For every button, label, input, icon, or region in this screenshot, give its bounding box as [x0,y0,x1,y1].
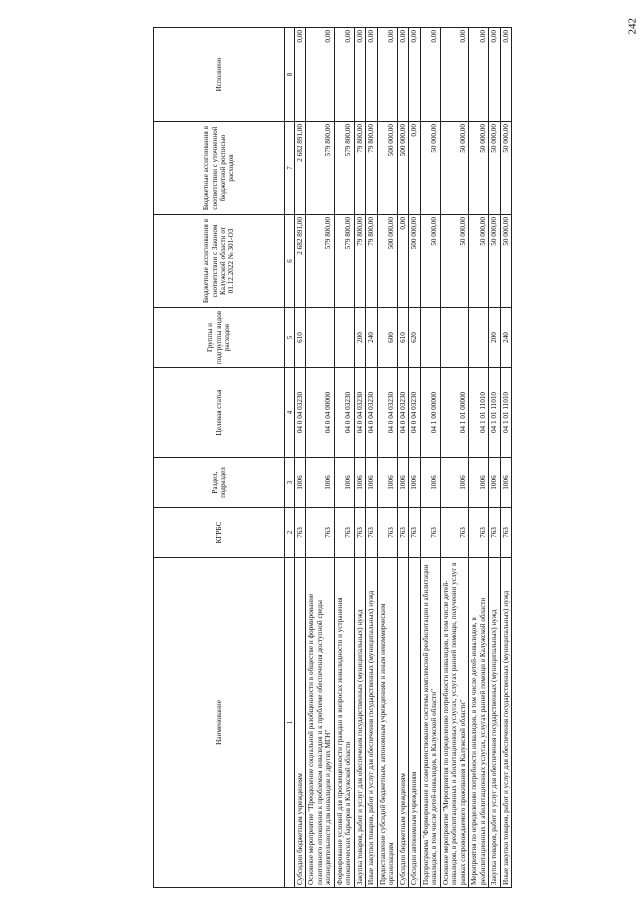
cell-kgrbs: 763 [440,508,468,558]
cell-expense-group [440,308,468,368]
cell-target-article: 04 0 04 03230 [409,368,420,458]
cell-expense-group: 240 [366,308,377,368]
cell-budget-law: 0,00 [397,215,408,308]
cell-name: Закупка товаров, работ и услуг для обеспечения государственных (муниципальных) нужд [354,558,365,888]
cell-name: Иные закупки товаров, работ и услуг для обеспечения государственных (муниципальных) нужд [366,558,377,888]
cell-target-article: 04 1 01 11010 [489,368,500,458]
cell-expense-group: 610 [397,308,408,368]
cell-target-article: 04 1 00 00000 [420,368,440,458]
header-executed: Исполнено [154,28,285,122]
cell-razdel: 1006 [500,458,511,508]
cell-kgrbs: 763 [420,508,440,558]
cell-kgrbs: 763 [306,508,334,558]
cell-expense-group: 610 [295,308,306,368]
cell-budget-law: 50 000,00 [489,215,500,308]
cell-expense-group: 620 [409,308,420,368]
table-row [440,28,468,888]
cell-budget-schedule: 79 800,00 [366,122,377,215]
cell-kgrbs: 763 [409,508,420,558]
cell-budget-schedule: 50 000,00 [489,122,500,215]
cell-budget-schedule: 500 000,00 [377,122,397,215]
cell-razdel: 1006 [377,458,397,508]
header-row [154,28,285,888]
cell-budget-law: 79 800,00 [366,215,377,308]
cell-executed: 0,00 [366,28,377,122]
cell-budget-law: 50 000,00 [440,215,468,308]
header-name: Наименование [154,558,285,888]
cell-name: Формирование условий для просвещенности граждан в вопросах инвалидности и устранения отношенческих барьеров в Калужской области [334,558,354,888]
cell-budget-schedule: 2 682 891,00 [295,122,306,215]
cell-expense-group: 200 [489,308,500,368]
header-kgrbs: КГРБС [154,508,285,558]
rotated-table-container [153,28,621,888]
cell-executed: 0,00 [306,28,334,122]
cell-expense-group [306,308,334,368]
cell-kgrbs: 763 [469,508,489,558]
cell-executed: 0,00 [397,28,408,122]
cell-kgrbs: 763 [377,508,397,558]
cell-target-article: 04 0 04 00000 [306,368,334,458]
header-razdel: Раздел, подраздел [154,458,285,508]
cell-razdel: 1006 [409,458,420,508]
column-number: 6 [285,215,295,308]
cell-budget-law: 500 000,00 [377,215,397,308]
cell-expense-group: 200 [354,308,365,368]
cell-executed: 0,00 [469,28,489,122]
cell-kgrbs: 763 [366,508,377,558]
budget-table [153,27,512,888]
header-budget-law: Бюджетные ассигнования в соответствии с Законом Калужской области от 01.12.2022 № 301-ОЗ [154,215,285,308]
cell-name: Основное мероприятие "Преодоление социальной разобщенности в обществе и формирование позитивного отношения к проблемам инвалидов и к проблеме обеспечения доступной среды жизнедеятельности для инвалидов и других МГН" [306,558,334,888]
cell-name: Предоставление субсидий бюджетным, автономным учреждениям и иным некоммерческим организациям [377,558,397,888]
header-budget-schedule: Бюджетные ассигнования в соответствии с уточненной бюджетной росписью расходов [154,122,285,215]
cell-name: Подпрограмма "Формирование и совершенствование системы комплексной реабилитации и абилитации инвалидов, в том числе детей-инвалидов, в Калужской области" [420,558,440,888]
cell-target-article: 04 1 01 11010 [469,368,489,458]
cell-expense-group: 240 [500,308,511,368]
table-row [306,28,334,888]
cell-budget-schedule: 50 000,00 [440,122,468,215]
cell-executed: 0,00 [420,28,440,122]
cell-kgrbs: 763 [489,508,500,558]
cell-budget-law: 50 000,00 [469,215,489,308]
cell-executed: 0,00 [409,28,420,122]
cell-name: Субсидии бюджетным учреждениям [397,558,408,888]
column-number: 1 [285,558,295,888]
cell-target-article: 04 0 04 03230 [377,368,397,458]
cell-executed: 0,00 [334,28,354,122]
column-number: 5 [285,308,295,368]
cell-target-article: 04 1 01 00000 [440,368,468,458]
column-number-row [285,28,295,888]
column-number: 8 [285,28,295,122]
cell-kgrbs: 763 [500,508,511,558]
cell-budget-law: 79 800,00 [354,215,365,308]
cell-name: Субсидии бюджетным учреждениям [295,558,306,888]
column-number: 2 [285,508,295,558]
column-number: 3 [285,458,295,508]
cell-target-article: 04 0 04 03230 [354,368,365,458]
cell-kgrbs: 763 [295,508,306,558]
page-number: 242 [626,18,638,35]
cell-budget-schedule: 50 000,00 [500,122,511,215]
cell-razdel: 1006 [295,458,306,508]
cell-kgrbs: 763 [354,508,365,558]
table-row [377,28,397,888]
column-number: 7 [285,122,295,215]
cell-expense-group [420,308,440,368]
cell-kgrbs: 763 [334,508,354,558]
cell-target-article: 04 0 04 03230 [295,368,306,458]
cell-razdel: 1006 [469,458,489,508]
cell-razdel: 1006 [440,458,468,508]
cell-budget-schedule: 0,00 [409,122,420,215]
table-row [334,28,354,888]
cell-razdel: 1006 [489,458,500,508]
cell-budget-schedule: 50 000,00 [469,122,489,215]
cell-budget-law: 50 000,00 [420,215,440,308]
cell-razdel: 1006 [366,458,377,508]
table-row [366,28,377,888]
cell-budget-schedule: 79 800,00 [354,122,365,215]
table-row [354,28,365,888]
cell-executed: 0,00 [500,28,511,122]
table-row [500,28,511,888]
cell-budget-schedule: 50 000,00 [420,122,440,215]
cell-budget-schedule: 579 800,00 [334,122,354,215]
cell-target-article: 04 1 01 11010 [500,368,511,458]
column-number: 4 [285,368,295,458]
header-target-article: Целевая статья [154,368,285,458]
cell-executed: 0,00 [489,28,500,122]
table-body [295,28,512,888]
cell-razdel: 1006 [397,458,408,508]
cell-budget-law: 2 682 891,00 [295,215,306,308]
cell-executed: 0,00 [440,28,468,122]
table-row [295,28,306,888]
cell-razdel: 1006 [420,458,440,508]
cell-executed: 0,00 [377,28,397,122]
cell-name: Основное мероприятие "Мероприятия по определению потребности инвалидов, в том числе детей-инвалидов, в реабилитационных и абилитационных услугах, услугах ранней помощи, получении услуг в рамках сопровождаемого проживания в Калужской области" [440,558,468,888]
cell-name: Субсидии автономным учреждениям [409,558,420,888]
cell-budget-law: 579 800,00 [306,215,334,308]
cell-executed: 0,00 [295,28,306,122]
cell-name: Мероприятия по определению потребности инвалидов, в том числе детей-инвалидов, в реабилитационных и абилитационных услугах, услугах ранней помощи в Калужской области [469,558,489,888]
table-row [397,28,408,888]
table-row [489,28,500,888]
cell-expense-group [469,308,489,368]
cell-razdel: 1006 [334,458,354,508]
table-row [409,28,420,888]
cell-budget-law: 579 800,00 [334,215,354,308]
cell-budget-law: 50 000,00 [500,215,511,308]
cell-kgrbs: 763 [397,508,408,558]
table-row [469,28,489,888]
header-expense-group: Группы и подгруппы видов расходов [154,308,285,368]
cell-target-article: 04 0 04 03230 [366,368,377,458]
cell-executed: 0,00 [354,28,365,122]
cell-budget-schedule: 579 800,00 [306,122,334,215]
cell-razdel: 1006 [306,458,334,508]
table-row [420,28,440,888]
cell-expense-group: 600 [377,308,397,368]
cell-target-article: 04 0 04 03230 [334,368,354,458]
cell-razdel: 1006 [354,458,365,508]
cell-budget-law: 500 000,00 [409,215,420,308]
cell-expense-group [334,308,354,368]
cell-name: Закупка товаров, работ и услуг для обеспечения государственных (муниципальных) нужд [489,558,500,888]
cell-budget-schedule: 500 000,00 [397,122,408,215]
cell-target-article: 04 0 04 03230 [397,368,408,458]
cell-name: Иные закупки товаров, работ и услуг для обеспечения государственных (муниципальных) нужд [500,558,511,888]
